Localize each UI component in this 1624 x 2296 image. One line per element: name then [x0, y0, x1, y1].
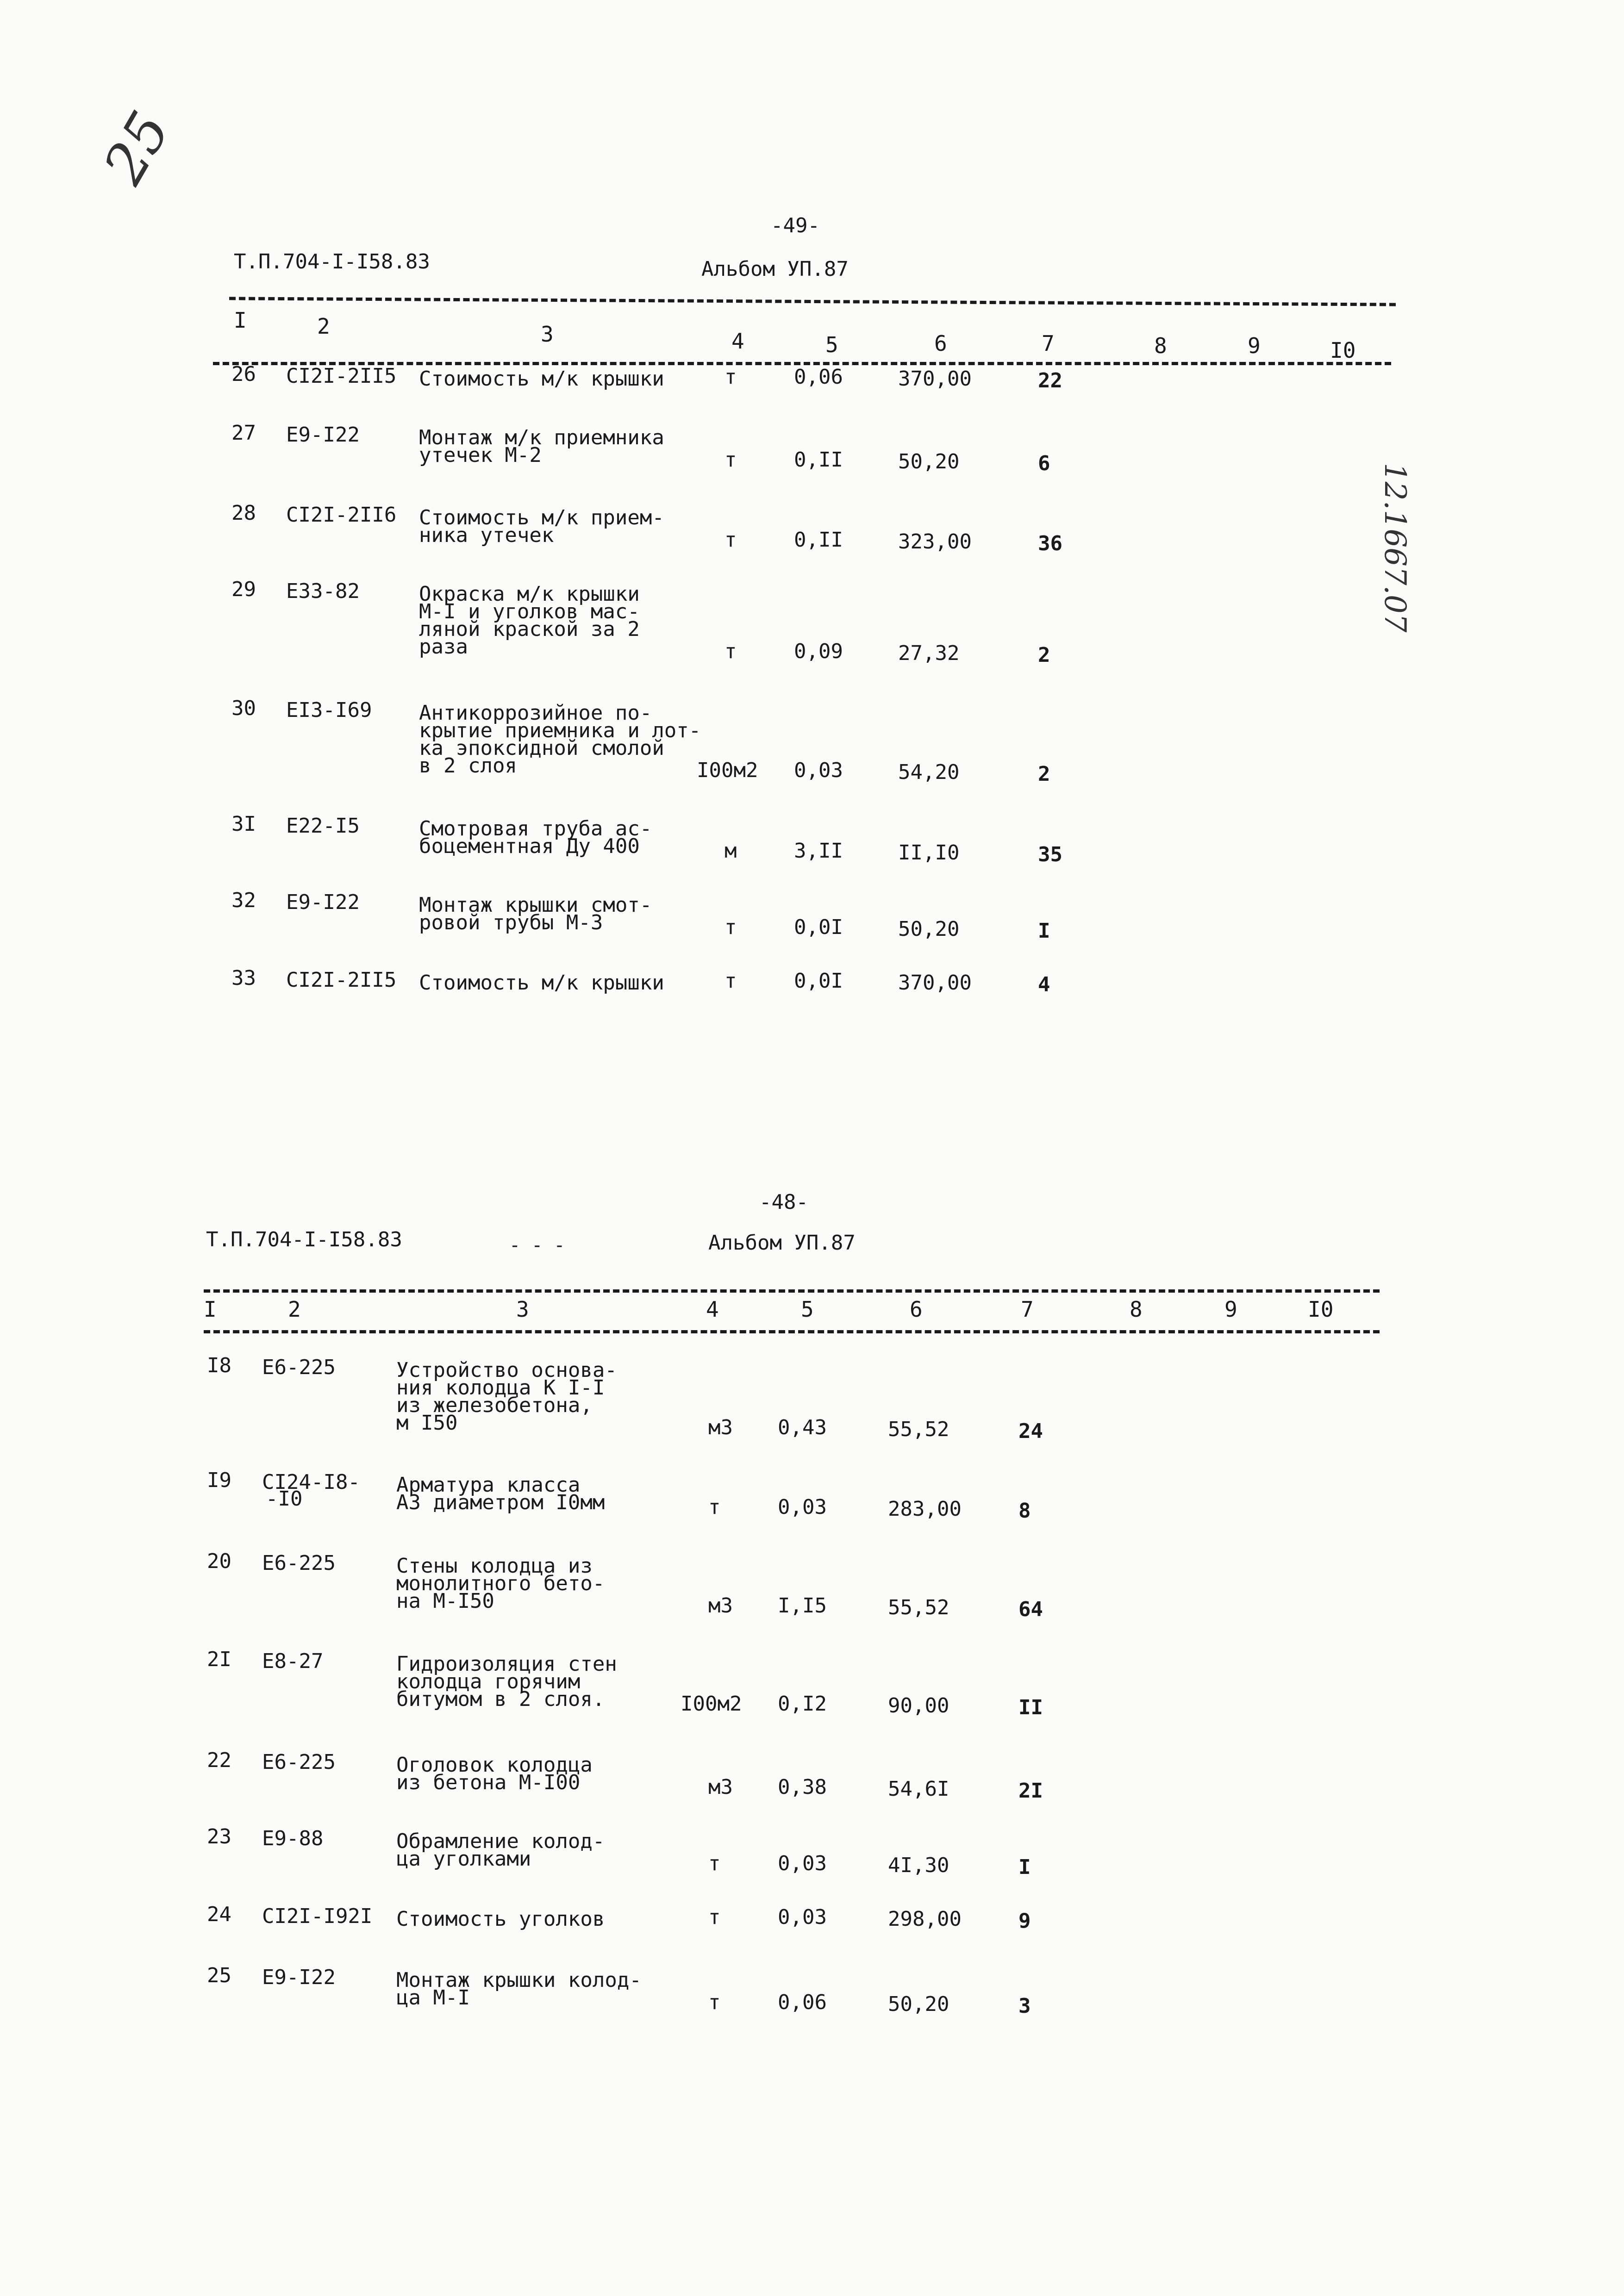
work-description: [396, 1753, 593, 1794]
bottom-doc-code: Т.П.704-I-I58.83: [206, 1228, 402, 1251]
quantity: 3,II: [794, 839, 843, 863]
description-line: из железобетона,: [396, 1394, 593, 1417]
total-cost: 22: [1038, 369, 1062, 392]
description-line: Стоимость м/к крышки: [419, 971, 664, 995]
column-header-7: 7: [1042, 331, 1055, 356]
description-line: на М-I50: [396, 1589, 494, 1613]
description-line: Арматура класса: [396, 1473, 581, 1497]
description-line: Стены колодца из: [396, 1554, 593, 1578]
row-number: 32: [231, 889, 256, 912]
unit-price: II,I0: [898, 841, 960, 865]
quantity: 0,03: [778, 1852, 827, 1875]
bottom-header-rule-bottom: [204, 1330, 1380, 1333]
row-number: I9: [207, 1468, 231, 1492]
description-line: Стоимость м/к прием-: [419, 506, 664, 529]
total-cost: I: [1038, 919, 1050, 943]
description-line: Монтаж м/к приемника: [419, 426, 664, 449]
description-line: Оголовок колодца: [396, 1753, 593, 1777]
column-header-3: 3: [516, 1297, 529, 1322]
work-description: [419, 582, 640, 659]
description-line: м I50: [396, 1411, 458, 1435]
column-header-2: 2: [317, 314, 330, 339]
top-page-number: -49-: [771, 214, 820, 237]
description-line: Гидроизоляция стен: [396, 1652, 617, 1676]
quantity: 0,II: [794, 448, 843, 472]
quantity: 0,43: [778, 1416, 827, 1439]
work-description: [396, 1554, 605, 1613]
norm-code: E33-82: [286, 579, 360, 603]
column-header-8: 8: [1130, 1297, 1143, 1322]
unit: т: [708, 1495, 721, 1519]
unit-price: 4I,30: [888, 1854, 949, 1877]
handwritten-side-stamp: 12.1667.07: [1378, 463, 1412, 633]
column-header-7: 7: [1021, 1297, 1034, 1322]
description-line: монолитного бето-: [396, 1572, 605, 1595]
unit: т: [725, 448, 737, 472]
norm-code: E9-I22: [262, 1966, 336, 1989]
quantity: 0,II: [794, 528, 843, 552]
column-header-5: 5: [801, 1297, 814, 1322]
bottom-header-rule: [204, 1289, 1380, 1293]
total-cost: I: [1018, 1855, 1031, 1879]
norm-code: CI2I-2II5: [286, 968, 397, 992]
bottom-page-number: -48-: [759, 1190, 808, 1214]
quantity: 0,38: [778, 1775, 827, 1799]
total-cost: 36: [1038, 532, 1062, 555]
description-line: ка эпоксидной смолой: [419, 736, 664, 760]
unit-price: 50,20: [888, 1992, 949, 2016]
description-line: ния колодца К I-I: [396, 1376, 605, 1400]
unit: т: [708, 1905, 721, 1929]
description-line: из бетона М-I00: [396, 1771, 581, 1794]
norm-code: CI2I-2II5: [286, 364, 397, 388]
quantity: 0,0I: [794, 969, 843, 993]
column-header-1: I: [204, 1297, 217, 1322]
row-number: 20: [207, 1549, 231, 1573]
quantity: 0,I2: [778, 1692, 827, 1716]
handwritten-page-mark: 25: [91, 101, 183, 195]
description-line: ляной краской за 2: [419, 617, 640, 641]
unit: т: [708, 1852, 721, 1875]
description-line: ровой трубы М-3: [419, 911, 603, 934]
unit-price: 55,52: [888, 1596, 949, 1619]
norm-code: E9-I22: [286, 423, 360, 447]
norm-code: E6-225: [262, 1356, 336, 1379]
column-header-3: 3: [541, 322, 554, 347]
norm-code: CI2I-I92I: [262, 1904, 373, 1928]
norm-code-cont: -I0: [266, 1487, 303, 1511]
description-line: ника утечек: [419, 523, 554, 547]
row-number: I8: [207, 1354, 231, 1377]
work-description: [396, 1358, 617, 1435]
column-header-6: 6: [934, 331, 947, 356]
column-header-9: 9: [1248, 333, 1261, 358]
unit: I00м2: [681, 1692, 742, 1716]
column-header-4: 4: [731, 329, 744, 354]
work-description: [419, 817, 652, 858]
norm-code: E6-225: [262, 1551, 336, 1575]
description-line: битумом в 2 слоя.: [396, 1687, 605, 1711]
unit: м: [725, 839, 737, 863]
description-line: А3 диаметром I0мм: [396, 1491, 605, 1514]
work-description: [419, 971, 664, 995]
work-description: [396, 1473, 605, 1514]
unit: т: [725, 528, 737, 552]
quantity: 0,03: [778, 1905, 827, 1929]
total-cost: 2: [1038, 643, 1050, 667]
description-line: Монтаж крышки смот-: [419, 893, 652, 917]
column-header-2: 2: [288, 1297, 301, 1322]
row-number: 30: [231, 697, 256, 720]
norm-code: E8-27: [262, 1649, 324, 1673]
description-line: ца М-I: [396, 1986, 470, 2010]
row-number: 27: [231, 421, 256, 445]
row-number: 24: [207, 1903, 231, 1926]
total-cost: II: [1018, 1696, 1043, 1719]
work-description: [419, 893, 652, 934]
unit: т: [725, 640, 737, 663]
description-line: М-I и уголков мас-: [419, 600, 640, 623]
quantity: 0,03: [794, 759, 843, 782]
quantity: I,I5: [778, 1594, 827, 1618]
unit-price: 55,52: [888, 1418, 949, 1441]
total-cost: 24: [1018, 1419, 1043, 1443]
quantity: 0,0I: [794, 915, 843, 939]
quantity: 0,09: [794, 640, 843, 663]
row-number: 2I: [207, 1648, 231, 1671]
description-line: Смотровая труба ас-: [419, 817, 652, 840]
norm-code: EI3-I69: [286, 698, 372, 722]
total-cost: 64: [1018, 1598, 1043, 1621]
description-line: утечек М-2: [419, 443, 542, 467]
unit: м3: [708, 1594, 733, 1618]
description-line: раза: [419, 635, 468, 659]
total-cost: 3: [1018, 1994, 1031, 2018]
description-line: Окраска м/к крышки: [419, 582, 640, 606]
bottom-album: Альбом УП.87: [708, 1231, 856, 1255]
quantity: 0,03: [778, 1495, 827, 1519]
description-line: Стоимость м/к крышки: [419, 367, 664, 391]
total-cost: 4: [1038, 973, 1050, 996]
description-line: колодца горячим: [396, 1670, 581, 1693]
description-line: боцементная Ду 400: [419, 834, 640, 858]
quantity: 0,06: [794, 365, 843, 389]
row-number: 29: [231, 578, 256, 601]
unit-price: 50,20: [898, 450, 960, 473]
row-number: 33: [231, 966, 256, 990]
total-cost: 9: [1018, 1909, 1031, 1933]
column-header-10: I0: [1308, 1297, 1334, 1322]
quantity: 0,06: [778, 1991, 827, 2014]
row-number: 3I: [231, 812, 256, 836]
work-description: [419, 426, 664, 467]
row-number: 28: [231, 501, 256, 525]
row-number: 26: [231, 362, 256, 386]
column-header-8: 8: [1154, 333, 1167, 358]
total-cost: 2I: [1018, 1779, 1043, 1803]
total-cost: 6: [1038, 452, 1050, 475]
unit-price: 54,6I: [888, 1777, 949, 1801]
work-description: [419, 506, 664, 547]
unit-price: 54,20: [898, 760, 960, 784]
work-description: [396, 1968, 642, 2010]
unit-price: 90,00: [888, 1694, 949, 1717]
description-line: Обрамление колод-: [396, 1829, 605, 1853]
norm-code: E9-I22: [286, 890, 360, 914]
column-header-6: 6: [910, 1297, 923, 1322]
row-number: 25: [207, 1964, 231, 1987]
stray-marks: - - -: [509, 1235, 565, 1256]
top-doc-code: Т.П.704-I-I58.83: [234, 250, 430, 274]
unit: м3: [708, 1775, 733, 1799]
top-album: Альбом УП.87: [701, 257, 849, 281]
norm-code: E9-88: [262, 1827, 324, 1850]
work-description: [419, 367, 664, 391]
norm-code: E6-225: [262, 1750, 336, 1774]
column-header-5: 5: [825, 332, 838, 357]
unit: т: [725, 969, 737, 993]
unit: т: [708, 1991, 721, 2014]
column-header-4: 4: [706, 1297, 719, 1322]
unit-price: 370,00: [898, 367, 972, 391]
total-cost: 2: [1038, 762, 1050, 786]
total-cost: 8: [1018, 1499, 1031, 1523]
norm-code: E22-I5: [286, 814, 360, 838]
norm-code: CI2I-2II6: [286, 503, 397, 527]
unit: т: [725, 365, 737, 389]
work-description: [396, 1829, 605, 1871]
norm-code: CI24-I8-: [262, 1470, 360, 1494]
unit-price: 27,32: [898, 641, 960, 665]
description-line: крытие приемника и лот-: [419, 719, 701, 742]
work-description: [396, 1907, 605, 1931]
unit-price: 370,00: [898, 971, 972, 995]
unit: I00м2: [697, 759, 758, 782]
description-line: в 2 слоя: [419, 754, 517, 778]
top-header-rule: [229, 297, 1396, 306]
unit-price: 50,20: [898, 917, 960, 941]
work-description: [419, 701, 701, 778]
unit: т: [725, 915, 737, 939]
unit-price: 298,00: [888, 1907, 962, 1931]
row-number: 23: [207, 1825, 231, 1848]
work-description: [396, 1652, 617, 1711]
description-line: Монтаж крышки колод-: [396, 1968, 642, 1992]
unit-price: 283,00: [888, 1497, 962, 1521]
unit-price: 323,00: [898, 530, 972, 554]
description-line: Устройство основа-: [396, 1358, 617, 1382]
column-header-10: I0: [1330, 338, 1356, 363]
row-number: 22: [207, 1748, 231, 1772]
unit: м3: [708, 1416, 733, 1439]
column-header-9: 9: [1224, 1297, 1237, 1322]
description-line: Стоимость уголков: [396, 1907, 605, 1931]
description-line: Антикоррозийное по-: [419, 701, 652, 725]
total-cost: 35: [1038, 843, 1062, 866]
column-header-1: I: [234, 308, 247, 333]
description-line: ца уголками: [396, 1847, 531, 1871]
